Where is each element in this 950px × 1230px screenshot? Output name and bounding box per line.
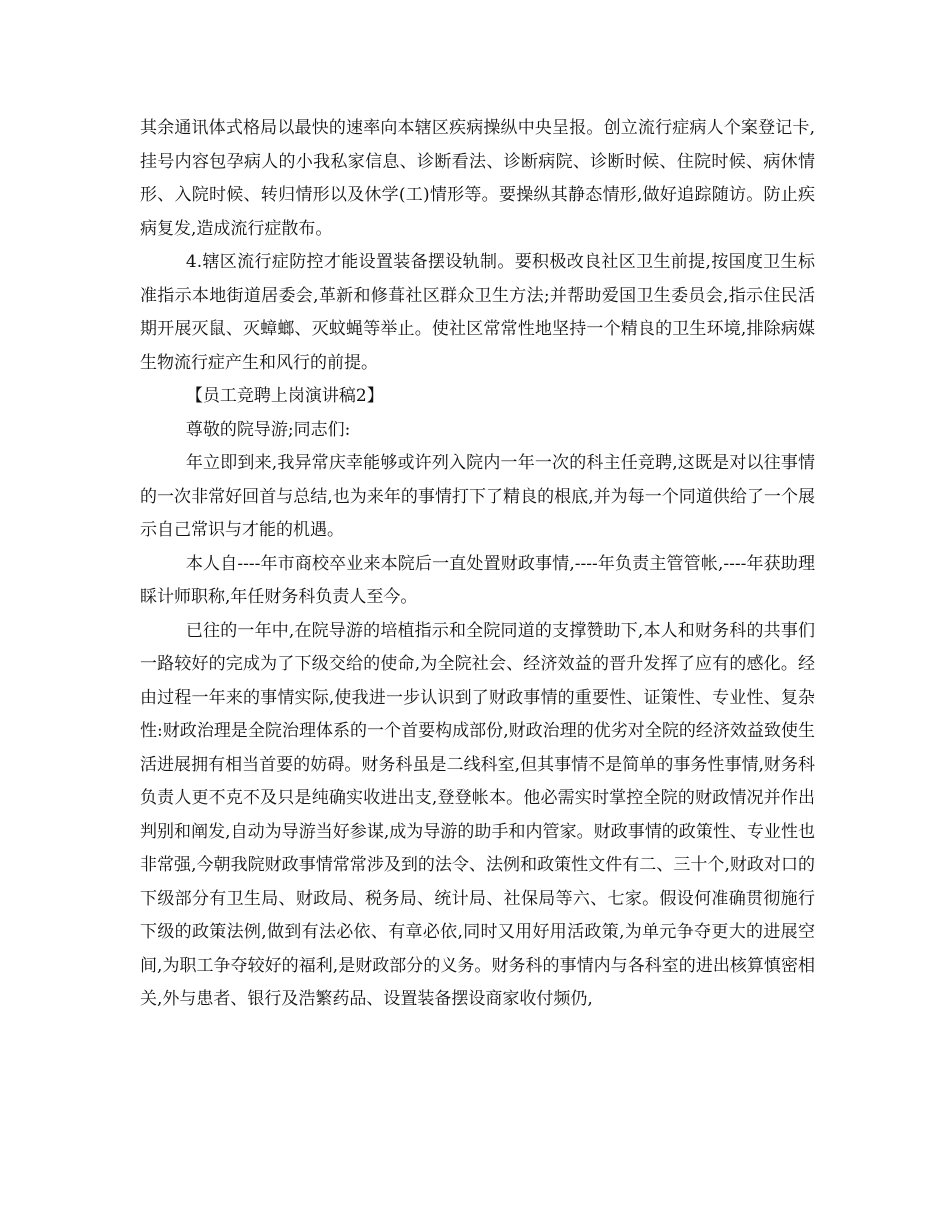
salutation: 尊敬的院导游;同志们: <box>185 419 351 440</box>
document-body <box>140 112 815 1017</box>
paragraph-6: 本人自----年市商校卒业来本院后一直处置财政事情,----年负责主管管帐,----年获助理睬计师职称,年任财务科负责人至今。 <box>140 553 815 607</box>
paragraph-2: 4.辖区流行症防控才能设置装备摆设轨制。要积极改良社区卫生前提,按国度卫生标准指示本地街道居委会,革新和修葺社区群众卫生方法;并帮助爱国卫生委员会,指示住民活期开展灭鼠、灭蟑螂、灭蚊蝇等举止。使社区常常性地坚持一个精良的卫生环境,排除病媒生物流行症产生和风行的前提。 <box>140 252 815 373</box>
paragraph-7: 已往的一年中,在院导游的培植指示和全院同道的支撑赞助下,本人和财务科的共事们一路较好的完成为了下级交给的使命,为全院社会、经济效益的晋升发挥了应有的感化。经由过程一年来的事情实际,使我进一步认识到了财政事情的重要性、证策性、专业性、复杂性:财政治理是全院治理体系的一个首要构成部份,财政治理的优劣对全院的经济效益致使生活进展拥有相当首要的妨碍。财务科虽是二线科室,但其事情不是简单的事务性事情,财务科负责人更不克不及只是纯确实收进出支,登登帐本。他必需实时掌控全院的财政情况并作出判别和阐发,自动为导游当好参谋,成为导游的助手和内管家。财政事情的政策性、专业性也非常强,今朝我院财政事情常常涉及到的法令、法例和政策性文件有二、三十个,财政对口的下级部分有卫生局、财政局、税务局、统计局、社保局等六、七家。假设何准确贯彻施行下级的政策法例,做到有法必依、有章必依,同时又用好用活政策,为单元争夺更大的进展空间,为职工争夺较好的福利,是财政部分的义务。财务科的事情内与各科室的进出核算慎密相关,外与患者、银行及浩繁药品、设置装备摆设商家收付频仍, <box>140 620 815 1009</box>
paragraph-1: 其余通讯体式格局以最快的速率向本辖区疾病操纵中央呈报。创立流行症病人个案登记卡,挂号内容包孕病人的小我私家信息、诊断看法、诊断病院、诊断时候、住院时候、病休情形、入院时候、转归情形以及休学(工)情形等。要操纵其静态情形,做好追踪随访。防止疾病复发,造成流行症散布。 <box>140 118 815 239</box>
paragraph-5: 年立即到来,我异常庆幸能够或许列入院内一年一次的科主任竞聘,这既是对以往事情的一次非常好回首与总结,也为来年的事情打下了精良的根底,并为每一个同道供给了一个展示自己常识与才能的机遇。 <box>140 453 815 540</box>
section-heading: 【员工竞聘上岗演讲稿2】 <box>185 386 384 406</box>
